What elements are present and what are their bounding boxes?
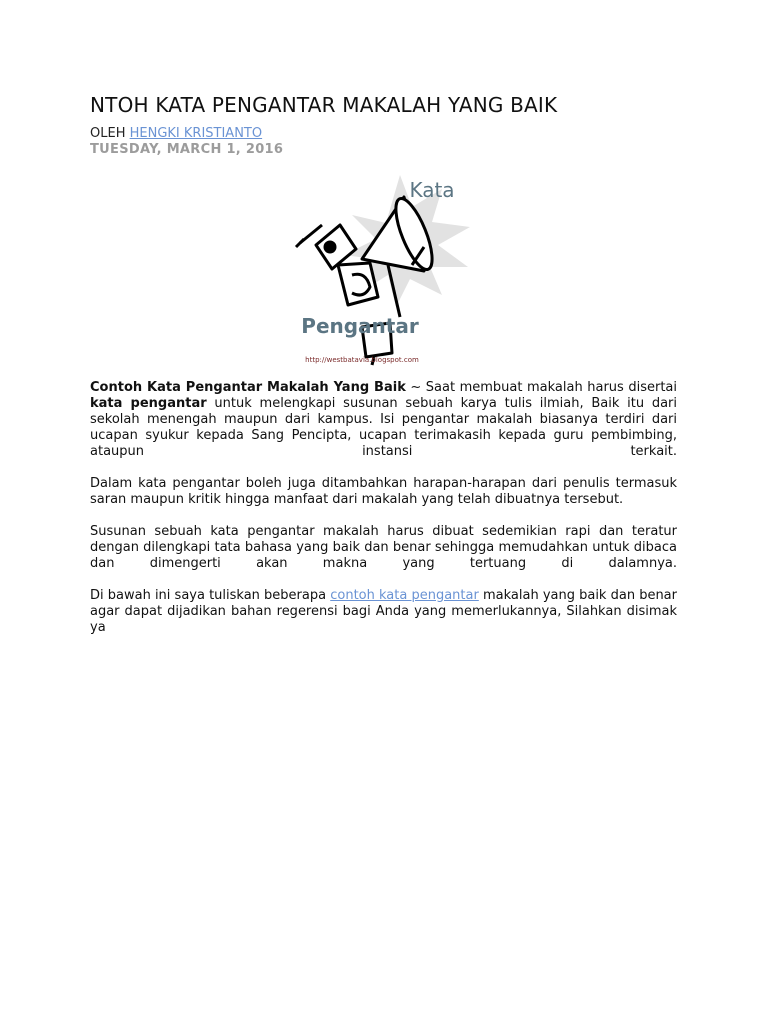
paragraph-4 (90, 588, 677, 636)
illustration-word-bottom: Pengantar (301, 314, 419, 338)
author-link[interactable]: HENGKI KRISTIANTO (129, 126, 263, 141)
contoh-kata-pengantar-link[interactable]: contoh kata pengantar (330, 588, 479, 603)
illustration-word-top: Kata (409, 178, 455, 202)
article-title: NTOH KATA PENGANTAR MAKALAH YANG BAIK (90, 93, 558, 117)
paragraph-2: Dalam kata pengantar boleh juga ditambahkan harapan-harapan dari penulis termasuk saran maupun kritik hingga manfaat dari makalah yang telah dibuatnya tersebut. (90, 476, 677, 507)
p1-text-2: untuk melengkapi susunan sebuah karya tulis ilmiah, Baik itu dari sekolah menengah maupun dari kampus. Isi pengantar makalah biasanya terdiri dari ucapan syukur kepada Sang Pencipta, ucapan terimakasih kepada guru pembimbing, ataupun instansi terkait. (90, 396, 677, 459)
keyword-bold: kata pengantar (90, 396, 207, 411)
illustration-url: http://westbatavia.blogspot.com (305, 356, 419, 364)
byline-prefix: OLEH (90, 126, 126, 141)
byline (90, 126, 262, 141)
paragraph-1 (90, 380, 677, 460)
post-date: TUESDAY, MARCH 1, 2016 (90, 142, 284, 157)
lead-bold: Contoh Kata Pengantar Makalah Yang Baik (90, 380, 406, 395)
paragraph-3: Susunan sebuah kata pengantar makalah harus dibuat sedemikian rapi dan teratur dengan dilengkapi tata bahasa yang baik dan benar sehingga memudahkan untuk dibaca dan dimengerti akan makna yang tertuang di dalamnya. (90, 524, 677, 571)
p1-text-1: ~ Saat membuat makalah harus disertai (405, 380, 677, 395)
p4-text-1: Di bawah ini saya tuliskan beberapa (90, 588, 331, 603)
kata-pengantar-illustration (292, 167, 474, 367)
p4-text-2: makalah yang baik dan benar agar dapat dijadikan bahan regerensi bagi Anda yang memerlukannya, Silahkan disimak ya (90, 588, 677, 635)
article-body (90, 380, 677, 652)
